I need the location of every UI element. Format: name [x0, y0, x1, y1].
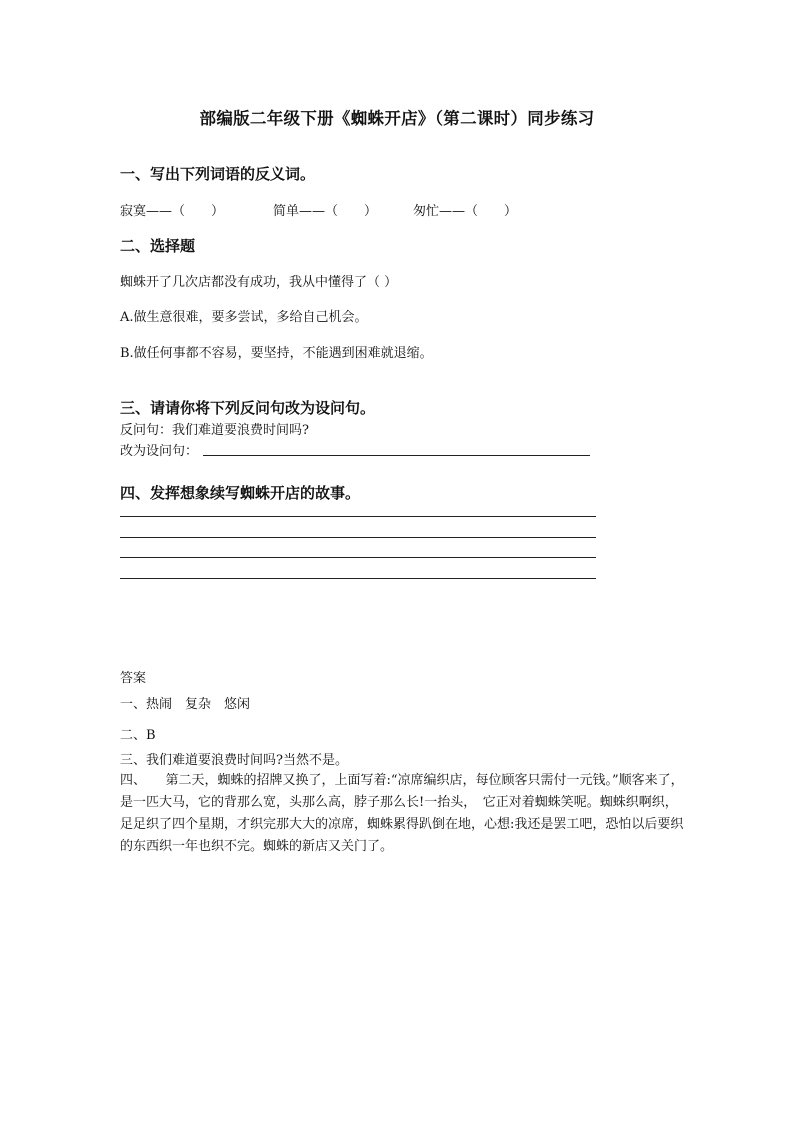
writing-line: [120, 516, 596, 517]
choice-question: 蜘蛛开了几次店都没有成功，我从中懂得了（ ）: [120, 275, 398, 290]
section4-heading: 四、发挥想象续写蜘蛛开店的故事。: [120, 484, 361, 502]
answer-1: 一、热闹 复杂 悠闲: [120, 697, 251, 712]
choice-option-b: B.做任何事都不容易，要坚持，不能遇到困难就退缩。: [120, 346, 433, 361]
section2-heading: 二、选择题: [120, 237, 196, 255]
antonym-item-2: 简单——（ ）: [273, 204, 378, 219]
writing-line: [120, 557, 596, 558]
section1-heading: 一、写出下列词语的反义词。: [120, 165, 316, 183]
answer-3: 三、我们难道要浪费时间吗?当然不是。: [120, 753, 348, 768]
answer-4: 四、 第二天，蜘蛛的招牌又换了，上面写着:“凉席编织店，每位顾客只需付一元钱。”顺客来了，是一匹大马，它的背那么宽，头那么高，脖子那么长!一抬头， 它正对着蜘蛛笑呢。蜘蛛织啊织，足足织了四个星期，才织完那大大的凉席，蜘蛛累得趴倒在地，心想:我还是罢工吧，恐怕以后要织的东西织一年也织不完。蜘蛛的新店又关门了。: [120, 773, 684, 854]
writing-line: [120, 578, 596, 579]
rhetorical-question: 反问句：我们难道要浪费时间吗?: [120, 423, 309, 438]
section3-heading: 三、请请你将下列反问句改为设问句。: [120, 399, 376, 417]
page-title: 部编版二年级下册《蜘蛛开店》（第二课时）同步练习: [199, 109, 595, 128]
writing-line: [120, 537, 596, 538]
answers-heading: 答案: [120, 671, 147, 686]
antonym-item-1: 寂寞——（ ）: [120, 204, 225, 219]
choice-option-a: A.做生意很难，要多尝试，多给自己机会。: [120, 310, 368, 325]
antonym-item-3: 匆忙——（ ）: [413, 204, 518, 219]
rewrite-answer-line: [203, 455, 590, 456]
rewrite-label: 改为设问句：: [120, 444, 199, 459]
answer-2: 二、B: [120, 728, 156, 743]
